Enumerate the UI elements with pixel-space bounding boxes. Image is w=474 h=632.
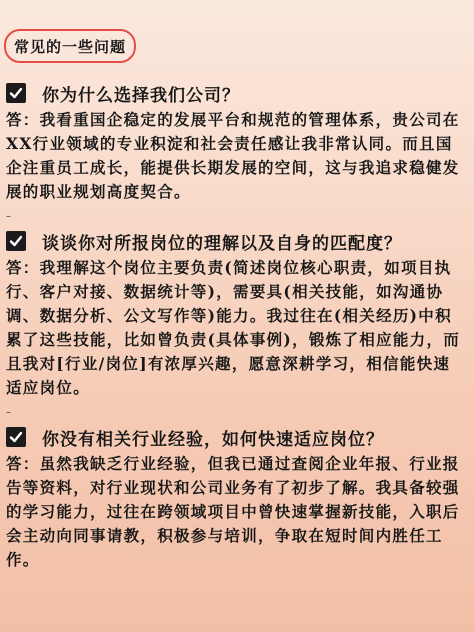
question-row [6, 228, 466, 254]
question-row [6, 80, 466, 106]
answer-text: 答：我理解这个岗位主要负责(简述岗位核心职责，如项目执行、客户对接、数据统计等)，需要具(相关技能，如沟通协调、数据分析、公文写作等)能力。我过往在(相关经历)中积累了这些技能，比如曾负责(具体事例)，锻炼了相应能力，而且我对[行业/岗位]有浓厚兴趣，愿意深耕学习，相信能快速适应岗位。 [6, 258, 461, 397]
checkmark-icon [6, 231, 26, 251]
separator: – [6, 407, 11, 418]
answer-text: 答：虽然我缺乏行业经验，但我已通过查阅企业年报、行业报告等资料，对行业现状和公司业务有了初步了解。我具备较强的学习能力，过往在跨领域项目中曾快速掌握新技能，入职后会主动向同事请教，积极参与培训，争取在短时间内胜任工作。 [6, 454, 460, 569]
page-title: 常见的一些问题 [4, 29, 136, 63]
qa-list [6, 80, 466, 580]
answer-text: 答：我看重国企稳定的发展平台和规范的管理体系，贵公司在XX行业领域的专业积淀和社会责任感让我非常认同。而且国企注重员工成长，能提供长期发展的空间，这与我追求稳健发展的职业规划高度契合。 [6, 110, 460, 201]
question-row [6, 424, 466, 450]
separator: – [6, 211, 11, 222]
qa-item [6, 80, 466, 204]
qa-item [6, 424, 466, 572]
question-text: 你没有相关行业经验，如何快速适应岗位？ [42, 429, 384, 450]
question-text: 你为什么选择我们公司？ [42, 85, 240, 106]
question-text: 谈谈你对所报岗位的理解以及自身的匹配度？ [42, 233, 402, 254]
checkmark-icon [6, 83, 26, 103]
checkmark-icon [6, 427, 26, 447]
qa-item [6, 228, 466, 400]
